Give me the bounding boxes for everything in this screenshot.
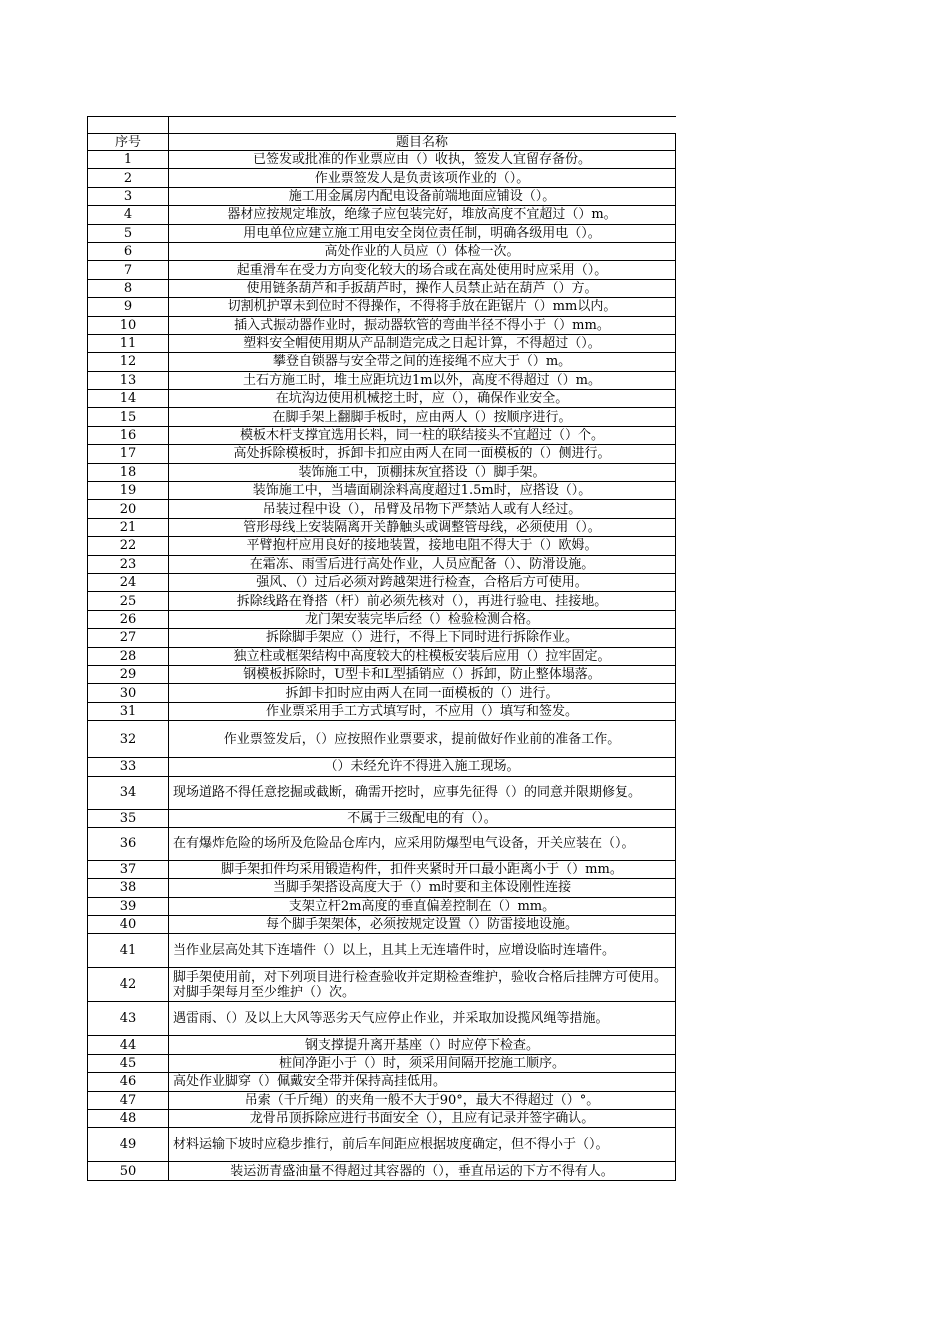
table-row <box>88 1036 676 1054</box>
row-number-cell[interactable]: 10 <box>88 316 169 334</box>
row-number-cell[interactable]: 34 <box>88 776 169 809</box>
table-row <box>88 1054 676 1072</box>
question-title-cell[interactable]: 用电单位应建立施工用电安全岗位责任制，明确各级用电（）。 <box>169 224 676 242</box>
question-title-cell[interactable]: 模板木杆支撑宜选用长料，同一柱的联结接头不宜超过（）个。 <box>169 426 676 444</box>
table-row <box>88 390 676 408</box>
row-number-cell[interactable]: 5 <box>88 224 169 242</box>
row-number-cell[interactable]: 20 <box>88 500 169 518</box>
table-row <box>88 169 676 187</box>
question-title-cell[interactable]: 现场道路不得任意挖掘或截断，确需开挖时，应事先征得（）的同意并限期修复。 <box>169 776 676 809</box>
row-number-cell[interactable]: 47 <box>88 1091 169 1109</box>
question-title-cell[interactable]: 脚手架扣件均采用锻造构件，扣件夹紧时开口最小距离小于（）mm。 <box>169 860 676 878</box>
question-title-cell[interactable]: 作业票签发后，（）应按照作业票要求，提前做好作业前的准备工作。 <box>169 721 676 758</box>
row-number-cell[interactable]: 45 <box>88 1054 169 1072</box>
question-title-cell[interactable]: （）未经允许不得进入施工现场。 <box>169 758 676 776</box>
blank-cell[interactable] <box>169 117 676 134</box>
question-title-cell[interactable]: 支架立杆2m高度的垂直偏差控制在（）mm。 <box>169 897 676 915</box>
table-row <box>88 758 676 776</box>
question-title-cell[interactable]: 塑料安全帽使用期从产品制造完成之日起计算，不得超过（）。 <box>169 334 676 352</box>
row-number-cell[interactable]: 1 <box>88 151 169 169</box>
table-row <box>88 445 676 463</box>
row-number-cell[interactable]: 13 <box>88 371 169 389</box>
table-row <box>88 206 676 224</box>
row-number-cell[interactable]: 26 <box>88 610 169 628</box>
table-row <box>88 518 676 536</box>
row-number-cell[interactable]: 2 <box>88 169 169 187</box>
question-title-cell[interactable]: 钢模板拆除时，U型卡和L型插销应（）拆卸，防止整体塌落。 <box>169 665 676 683</box>
question-title-cell[interactable]: 每个脚手架架体，必须按规定设置（）防雷接地设施。 <box>169 916 676 934</box>
question-title-cell[interactable]: 已签发或批准的作业票应由（）收执，签发人宜留存备份。 <box>169 151 676 169</box>
row-number-cell[interactable]: 3 <box>88 187 169 205</box>
header-row <box>88 134 676 151</box>
question-title-cell[interactable]: 当作业层高处其下连墙件（）以上，且其上无连墙件时，应增设临时连墙件。 <box>169 934 676 968</box>
question-title-cell[interactable]: 平臂抱杆应用良好的接地装置，接地电阻不得大于（）欧姆。 <box>169 537 676 555</box>
table-row <box>88 463 676 481</box>
question-title-cell[interactable]: 在脚手架上翻脚手板时，应由两人（）按顺序进行。 <box>169 408 676 426</box>
table-row <box>88 1073 676 1091</box>
question-title-cell[interactable]: 高处作业的人员应（）体检一次。 <box>169 242 676 260</box>
row-number-cell[interactable]: 33 <box>88 758 169 776</box>
row-number-cell[interactable]: 19 <box>88 482 169 500</box>
question-title-cell[interactable]: 脚手架使用前，对下列项目进行检查验收并定期检查维护，验收合格后挂牌方可使用。对脚手架每月至少维护（）次。 <box>169 968 676 1002</box>
question-title-cell[interactable]: 装运沥青盛油量不得超过其容器的（），垂直吊运的下方不得有人。 <box>169 1162 676 1180</box>
table-row <box>88 897 676 915</box>
row-number-cell[interactable]: 12 <box>88 353 169 371</box>
row-number-cell[interactable]: 44 <box>88 1036 169 1054</box>
blank-row <box>88 117 676 134</box>
table-row <box>88 684 676 702</box>
question-title-cell[interactable]: 起重滑车在受力方向变化较大的场合或在高处使用时应采用（）。 <box>169 261 676 279</box>
row-number-cell[interactable]: 11 <box>88 334 169 352</box>
column-header-title[interactable]: 题目名称 <box>169 134 676 151</box>
row-number-cell[interactable]: 30 <box>88 684 169 702</box>
question-sheet <box>87 116 675 1181</box>
question-title-cell[interactable]: 作业票采用手工方式填写时，不应用（）填写和签发。 <box>169 702 676 720</box>
row-number-cell[interactable]: 24 <box>88 573 169 591</box>
row-number-cell[interactable]: 18 <box>88 463 169 481</box>
row-number-cell[interactable]: 35 <box>88 809 169 827</box>
row-number-cell[interactable]: 22 <box>88 537 169 555</box>
row-number-cell[interactable]: 32 <box>88 721 169 758</box>
table-row <box>88 537 676 555</box>
question-title-cell[interactable]: 独立柱或框架结构中高度较大的柱模板安装后应用（）拉牢固定。 <box>169 647 676 665</box>
question-title-cell[interactable]: 拆除线路在脊搭（杆）前必须先核对（），再进行验电、挂接地。 <box>169 592 676 610</box>
question-title-cell[interactable]: 龙门架安装完毕后经（）检验检测合格。 <box>169 610 676 628</box>
table-row <box>88 408 676 426</box>
row-number-cell[interactable]: 43 <box>88 1002 169 1036</box>
question-title-cell[interactable]: 桩间净距小于（）时，须采用间隔开挖施工顺序。 <box>169 1054 676 1072</box>
table-row <box>88 279 676 297</box>
table-row <box>88 860 676 878</box>
table-row <box>88 934 676 968</box>
table-row <box>88 224 676 242</box>
row-number-cell[interactable]: 23 <box>88 555 169 573</box>
table-row <box>88 827 676 860</box>
question-title-cell[interactable]: 器材应按规定堆放，绝缘子应包装完好，堆放高度不宜超过（）m。 <box>169 206 676 224</box>
table-row <box>88 555 676 573</box>
table-row <box>88 702 676 720</box>
question-title-cell[interactable]: 管形母线上安装隔离开关静触头或调整管母线，必须使用（）。 <box>169 518 676 536</box>
table-row <box>88 665 676 683</box>
row-number-cell[interactable]: 49 <box>88 1128 169 1162</box>
row-number-cell[interactable]: 48 <box>88 1110 169 1128</box>
row-number-cell[interactable]: 29 <box>88 665 169 683</box>
table-row <box>88 776 676 809</box>
row-number-cell[interactable]: 6 <box>88 242 169 260</box>
table-row <box>88 298 676 316</box>
row-number-cell[interactable]: 42 <box>88 968 169 1002</box>
row-number-cell[interactable]: 37 <box>88 860 169 878</box>
question-title-cell[interactable]: 吊索（千斤绳）的夹角一般不大于90°，最大不得超过（）°。 <box>169 1091 676 1109</box>
question-title-cell[interactable]: 高处拆除模板时，拆卸卡扣应由两人在同一面模板的（）侧进行。 <box>169 445 676 463</box>
question-table <box>87 116 676 1181</box>
blank-cell[interactable] <box>88 117 169 134</box>
question-title-cell[interactable]: 遇雷雨、（）及以上大风等恶劣天气应停止作业，并采取加设揽风绳等措施。 <box>169 1002 676 1036</box>
table-row <box>88 916 676 934</box>
row-number-cell[interactable]: 7 <box>88 261 169 279</box>
question-title-cell[interactable]: 在霜冻、雨雪后进行高处作业，人员应配备（）、防滑设施。 <box>169 555 676 573</box>
row-number-cell[interactable]: 14 <box>88 390 169 408</box>
row-number-cell[interactable]: 15 <box>88 408 169 426</box>
question-title-cell[interactable]: 材料运输下坡时应稳步推行，前后车间距应根据坡度确定，但不得小于（）。 <box>169 1128 676 1162</box>
row-number-cell[interactable]: 28 <box>88 647 169 665</box>
question-title-cell[interactable]: 拆除脚手架应（）进行，不得上下同时进行拆除作业。 <box>169 629 676 647</box>
table-row <box>88 721 676 758</box>
table-row <box>88 1091 676 1109</box>
table-row <box>88 610 676 628</box>
table-row <box>88 353 676 371</box>
question-title-cell[interactable]: 土石方施工时，堆土应距坑边1m以外，高度不得超过（）m。 <box>169 371 676 389</box>
question-title-cell[interactable]: 当脚手架搭设高度大于（）m时要和主体设刚性连接 <box>169 879 676 897</box>
row-number-cell[interactable]: 25 <box>88 592 169 610</box>
table-row <box>88 968 676 1002</box>
table-row <box>88 879 676 897</box>
question-table-body <box>88 117 676 1181</box>
question-title-cell[interactable]: 装饰施工中，顶棚抹灰宜搭设（）脚手架。 <box>169 463 676 481</box>
row-number-cell[interactable]: 50 <box>88 1162 169 1180</box>
question-title-cell[interactable]: 强风、（）过后必须对跨越架进行检查，合格后方可使用。 <box>169 573 676 591</box>
question-title-cell[interactable]: 钢支撑提升离开基座（）时应停下检查。 <box>169 1036 676 1054</box>
column-header-no[interactable]: 序号 <box>88 134 169 151</box>
question-title-cell[interactable]: 切割机护罩未到位时不得操作，不得将手放在距锯片（）mm以内。 <box>169 298 676 316</box>
table-row <box>88 629 676 647</box>
table-row <box>88 592 676 610</box>
table-row <box>88 371 676 389</box>
row-number-cell[interactable]: 41 <box>88 934 169 968</box>
question-title-cell[interactable]: 攀登自锁器与安全带之间的连接绳不应大于（）m。 <box>169 353 676 371</box>
row-number-cell[interactable]: 16 <box>88 426 169 444</box>
table-row <box>88 1128 676 1162</box>
question-title-cell[interactable]: 不属于三级配电的有（）。 <box>169 809 676 827</box>
question-title-cell[interactable]: 在坑沟边使用机械挖土时，应（），确保作业安全。 <box>169 390 676 408</box>
table-row <box>88 809 676 827</box>
row-number-cell[interactable]: 4 <box>88 206 169 224</box>
row-number-cell[interactable]: 38 <box>88 879 169 897</box>
question-title-cell[interactable]: 龙骨吊顶拆除应进行书面安全（），且应有记录并签字确认。 <box>169 1110 676 1128</box>
row-number-cell[interactable]: 46 <box>88 1073 169 1091</box>
row-number-cell[interactable]: 36 <box>88 827 169 860</box>
question-title-cell[interactable]: 在有爆炸危险的场所及危险品仓库内，应采用防爆型电气设备，开关应装在（）。 <box>169 827 676 860</box>
table-row <box>88 151 676 169</box>
table-row <box>88 482 676 500</box>
row-number-cell[interactable]: 39 <box>88 897 169 915</box>
question-title-cell[interactable]: 插入式振动器作业时，振动器软管的弯曲半径不得小于（）mm。 <box>169 316 676 334</box>
row-number-cell[interactable]: 17 <box>88 445 169 463</box>
question-title-cell[interactable]: 装饰施工中，当墙面刷涂料高度超过1.5m时，应搭设（）。 <box>169 482 676 500</box>
row-number-cell[interactable]: 40 <box>88 916 169 934</box>
table-row <box>88 1162 676 1180</box>
table-row <box>88 242 676 260</box>
question-title-cell[interactable]: 拆卸卡扣时应由两人在同一面模板的（）进行。 <box>169 684 676 702</box>
question-title-cell[interactable]: 吊装过程中设（），吊臂及吊物下严禁站人或有人经过。 <box>169 500 676 518</box>
table-row <box>88 316 676 334</box>
row-number-cell[interactable]: 9 <box>88 298 169 316</box>
table-row <box>88 1110 676 1128</box>
question-title-cell[interactable]: 高处作业脚穿（）佩戴安全带并保持高挂低用。 <box>169 1073 676 1091</box>
row-number-cell[interactable]: 8 <box>88 279 169 297</box>
table-row <box>88 647 676 665</box>
table-row <box>88 334 676 352</box>
table-row <box>88 573 676 591</box>
question-title-cell[interactable]: 使用链条葫芦和手扳葫芦时，操作人员禁止站在葫芦（）方。 <box>169 279 676 297</box>
table-row <box>88 500 676 518</box>
row-number-cell[interactable]: 21 <box>88 518 169 536</box>
row-number-cell[interactable]: 27 <box>88 629 169 647</box>
table-row <box>88 1002 676 1036</box>
question-title-cell[interactable]: 作业票签发人是负责该项作业的（）。 <box>169 169 676 187</box>
table-row <box>88 187 676 205</box>
row-number-cell[interactable]: 31 <box>88 702 169 720</box>
question-title-cell[interactable]: 施工用金属房内配电设备前端地面应铺设（）。 <box>169 187 676 205</box>
table-row <box>88 426 676 444</box>
table-row <box>88 261 676 279</box>
